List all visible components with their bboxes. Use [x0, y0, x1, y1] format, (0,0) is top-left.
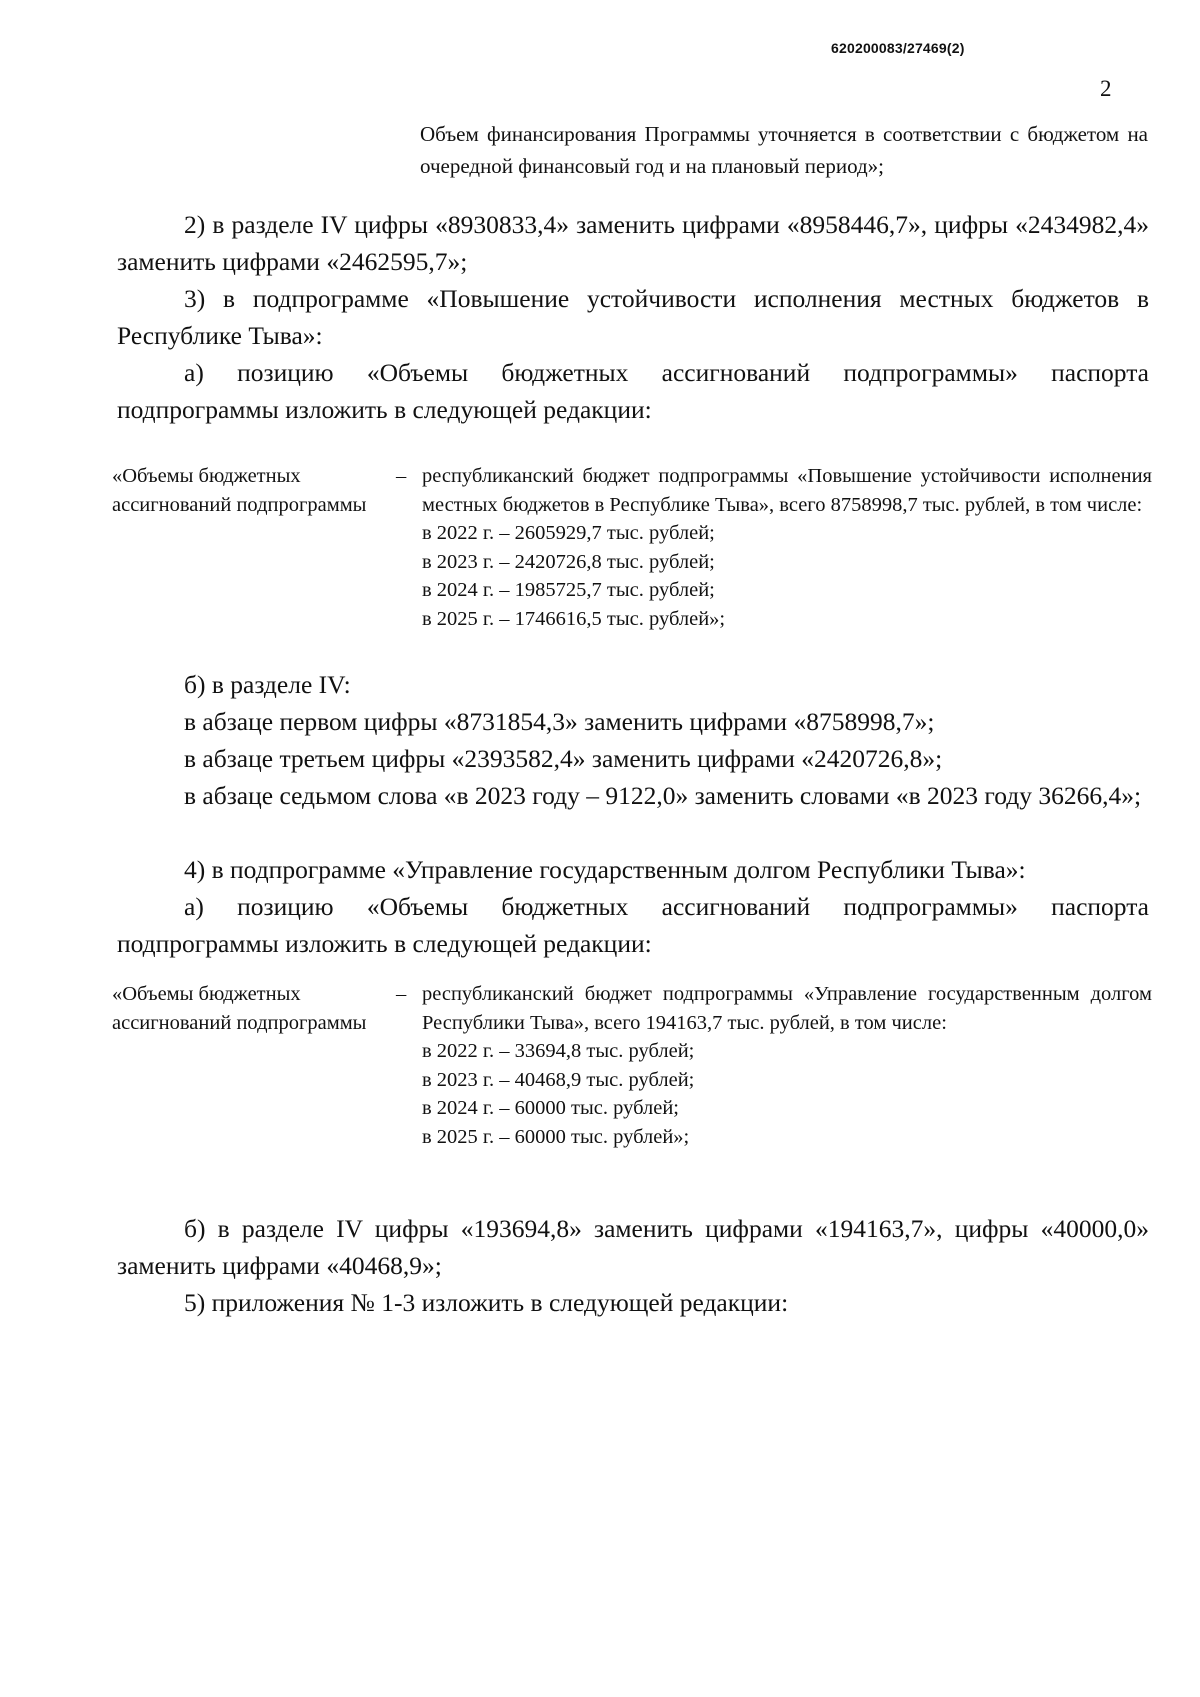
document-code: 620200083/27469(2)	[831, 40, 965, 56]
intro-paragraph: Объем финансирования Программы уточняется в соответствии с бюджетом на очередной финансовый год и на плановый период»;	[420, 122, 1148, 178]
paragraph-3a: а) позицию «Объемы бюджетных ассигнований подпрограммы» паспорта подпрограммы изложить в следующей редакции:	[117, 358, 1149, 424]
allocation-text: республиканский бюджет подпрограммы «Повышение устойчивости исполнения местных бюджетов в Республике Тыва», всего 8758998,7 тыс. рублей, в том числе:	[422, 465, 1152, 516]
allocation-label: «Объемы бюджетных ассигнований подпрограммы	[112, 983, 367, 1034]
year-line: в 2025 г. – 60000 тыс. рублей»;	[422, 1125, 690, 1148]
paragraph-3b-1: в абзаце первом цифры «8731854,3» заменить цифрами «8758998,7»;	[184, 707, 935, 736]
year-line: в 2023 г. – 2420726,8 тыс. рублей;	[422, 550, 715, 573]
year-line: в 2022 г. – 33694,8 тыс. рублей;	[422, 1040, 695, 1062]
paragraph-4: 4) в подпрограмме «Управление государственным долгом Республики Тыва»:	[184, 855, 1026, 884]
page-number: 2	[1100, 76, 1112, 101]
allocation-details	[422, 462, 1152, 633]
paragraph-4a: а) позицию «Объемы бюджетных ассигнований подпрограммы» паспорта подпрограммы изложить в следующей редакции:	[117, 892, 1149, 958]
year-line: в 2023 г. – 40468,9 тыс. рублей;	[422, 1068, 695, 1091]
paragraph-3b-3: в абзаце седьмом слова «в 2023 году – 9122,0» заменить словами «в 2023 году 36266,4»;	[184, 781, 1142, 810]
dash-separator: –	[396, 465, 407, 487]
year-line: в 2024 г. – 60000 тыс. рублей;	[422, 1097, 679, 1119]
year-line: в 2024 г. – 1985725,7 тыс. рублей;	[422, 579, 715, 601]
allocation-details	[422, 980, 1152, 1151]
paragraph-3: 3) в подпрограмме «Повышение устойчивости исполнения местных бюджетов в Республике Тыва»:	[117, 284, 1149, 350]
paragraph-2: 2) в разделе IV цифры «8930833,4» заменить цифрами «8958446,7», цифры «2434982,4» заменить цифрами «2462595,7»;	[117, 210, 1149, 276]
dash-separator: –	[396, 983, 407, 1005]
allocation-label: «Объемы бюджетных ассигнований подпрограммы	[112, 465, 367, 516]
year-line: в 2022 г. – 2605929,7 тыс. рублей;	[422, 522, 715, 544]
paragraph-3b-2: в абзаце третьем цифры «2393582,4» заменить цифрами «2420726,8»;	[184, 744, 943, 773]
paragraph-5: 5) приложения № 1-3 изложить в следующей редакции:	[184, 1288, 789, 1317]
paragraph-4b: б) в разделе IV цифры «193694,8» заменить цифрами «194163,7», цифры «40000,0» заменить цифрами «40468,9»;	[117, 1214, 1149, 1280]
year-line: в 2025 г. – 1746616,5 тыс. рублей»;	[422, 607, 726, 630]
allocation-text: республиканский бюджет подпрограммы «Управление государственным долгом Республики Тыва», всего 194163,7 тыс. рублей, в том числе:	[422, 983, 1152, 1034]
paragraph-3b: б) в разделе IV:	[184, 670, 351, 699]
